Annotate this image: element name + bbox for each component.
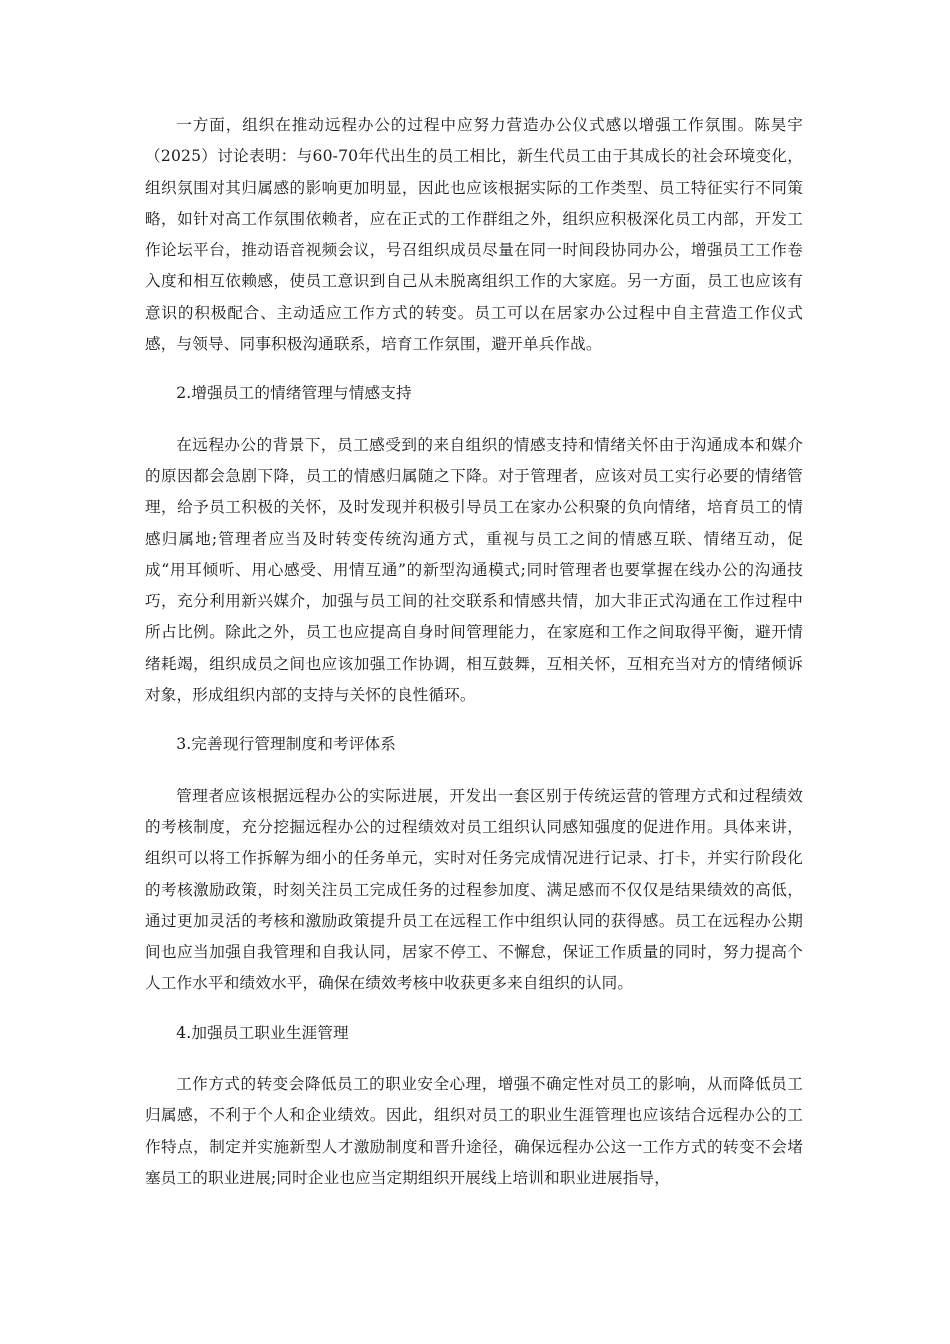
section-heading: 2.增强员工的情绪管理与情感支持: [176, 384, 412, 403]
body-paragraph: 一方面，组织在推动远程办公的过程中应努力营造办公仪式感以增强工作氛围。陈昊宇（2025）讨论表明：与60-70年代出生的员工相比，新生代员工由于其成长的社会环境变化，组织氛围对其归属感的影响更加明显，因此也应该根据实际的工作类型、员工特征实行不同策略，如针对高工作氛围依赖者，应在正式的工作群组之外，组织应积极深化员工内部，开发工作论坛平台，推动语音视频会议，号召组织成员尽量在同一时间段协同办公，增强员工工作卷入度和相互依赖感，使员工意识到自己从未脱离组织工作的大家庭。另一方面，员工也应该有意识的积极配合、主动适应工作方式的转变。员工可以在居家办公过程中自主营造工作仪式感，与领导、同事积极沟通联系，培育工作氛围，避开单兵作战。: [145, 116, 803, 354]
body-paragraph: 在远程办公的背景下，员工感受到的来自组织的情感支持和情绪关怀由于沟通成本和媒介的原因都会急剧下降，员工的情感归属随之下降。对于管理者，应该对员工实行必要的情绪管理，给予员工积极的关怀，及时发现并积极引导员工在家办公积聚的负向情绪，培育员工的情感归属地;管理者应当及时转变传统沟通方式，重视与员工之间的情感互联、情绪互动，促成“用耳倾听、用心感受、用情互通”的新型沟通模式;同时管理者也要掌握在线办公的沟通技巧，充分利用新兴媒介，加强与员工间的社交联系和情感共情，加大非正式沟通在工作过程中所占比例。除此之外，员工也应提高自身时间管理能力，在家庭和工作之间取得平衡，避开情绪耗竭，组织成员之间也应该加强工作协调，相互鼓舞，互相关怀，互相充当对方的情绪倾诉对象，形成组织内部的支持与关怀的良性循环。: [145, 435, 803, 705]
section-heading: 4.加强员工职业生涯管理: [176, 1023, 349, 1042]
body-paragraph: 工作方式的转变会降低员工的职业安全心理，增强不确定性对员工的影响，从而降低员工归属感，不利于个人和企业绩效。因此，组织对员工的职业生涯管理也应该结合远程办公的工作特点，制定并实施新型人才激励制度和晋升途径，确保远程办公这一工作方式的转变不会堵塞员工的职业进展;同时企业也应当定期组织开展线上培训和职业进展指导，: [145, 1075, 803, 1187]
body-paragraph: 管理者应该根据远程办公的实际进展，开发出一套区别于传统运营的管理方式和过程绩效的考核制度，充分挖掘远程办公的过程绩效对员工组织认同感知强度的促进作用。具体来讲，组织可以将工作拆解为细小的任务单元，实时对任务完成情况进行记录、打卡，并实行阶段化的考核激励政策，时刻关注员工完成任务的过程参加度、满足感而不仅仅是结果绩效的高低，通过更加灵活的考核和激励政策提升员工在远程工作中组织认同的获得感。员工在远程办公期间也应当加强自我管理和自我认同，居家不停工、不懈怠，保证工作质量的同时，努力提高个人工作水平和绩效水平，确保在绩效考核中收获更多来自组织的认同。: [145, 786, 803, 993]
section-heading: 3.完善现行管理制度和考评体系: [176, 735, 397, 754]
document-page: [145, 110, 803, 1194]
